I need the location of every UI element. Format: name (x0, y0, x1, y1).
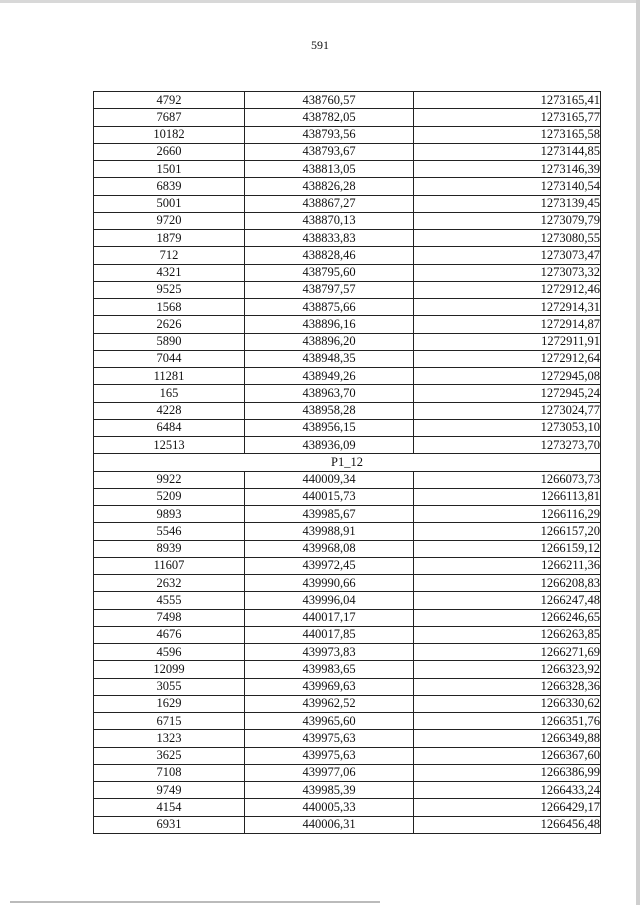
point-number-cell: 4228 (94, 402, 245, 419)
point-number-cell: 1501 (94, 161, 245, 178)
coordinates-table (93, 91, 601, 834)
y-coordinate-cell: 1266330,62 (414, 695, 601, 712)
point-number-cell: 7687 (94, 109, 245, 126)
x-coordinate-cell: 438782,05 (245, 109, 414, 126)
y-coordinate-cell: 1273139,45 (414, 195, 601, 212)
table-row (94, 730, 601, 747)
point-number-cell: 11607 (94, 557, 245, 574)
x-coordinate-cell: 440005,33 (245, 799, 414, 816)
point-number-cell: 7498 (94, 609, 245, 626)
table-row (94, 385, 601, 402)
table-row (94, 316, 601, 333)
point-number-cell: 6839 (94, 178, 245, 195)
y-coordinate-cell: 1273273,70 (414, 437, 601, 454)
y-coordinate-cell: 1266429,17 (414, 799, 601, 816)
x-coordinate-cell: 438936,09 (245, 437, 414, 454)
scan-edge-bottom (10, 901, 380, 903)
point-number-cell: 6484 (94, 419, 245, 436)
x-coordinate-cell: 439996,04 (245, 592, 414, 609)
point-number-cell: 2626 (94, 316, 245, 333)
y-coordinate-cell: 1273053,10 (414, 419, 601, 436)
table-row (94, 609, 601, 626)
table-row (94, 161, 601, 178)
point-number-cell: 1323 (94, 730, 245, 747)
x-coordinate-cell: 440006,31 (245, 816, 414, 833)
point-number-cell: 10182 (94, 126, 245, 143)
point-number-cell: 165 (94, 385, 245, 402)
y-coordinate-cell: 1266247,48 (414, 592, 601, 609)
table-row (94, 471, 601, 488)
x-coordinate-cell: 439983,65 (245, 661, 414, 678)
x-coordinate-cell: 438948,35 (245, 350, 414, 367)
point-number-cell: 12513 (94, 437, 245, 454)
x-coordinate-cell: 438833,83 (245, 230, 414, 247)
table-row (94, 126, 601, 143)
table-row (94, 506, 601, 523)
point-number-cell: 4792 (94, 92, 245, 109)
y-coordinate-cell: 1266208,83 (414, 575, 601, 592)
x-coordinate-cell: 439985,39 (245, 782, 414, 799)
point-number-cell: 7108 (94, 764, 245, 781)
table-row (94, 816, 601, 833)
table-row (94, 247, 601, 264)
point-number-cell: 11281 (94, 368, 245, 385)
x-coordinate-cell: 439985,67 (245, 506, 414, 523)
table-row (94, 799, 601, 816)
table-row (94, 333, 601, 350)
y-coordinate-cell: 1266367,60 (414, 747, 601, 764)
y-coordinate-cell: 1272914,87 (414, 316, 601, 333)
x-coordinate-cell: 438795,60 (245, 264, 414, 281)
y-coordinate-cell: 1266323,92 (414, 661, 601, 678)
y-coordinate-cell: 1273146,39 (414, 161, 601, 178)
table-row (94, 626, 601, 643)
point-number-cell: 712 (94, 247, 245, 264)
y-coordinate-cell: 1266271,69 (414, 644, 601, 661)
point-number-cell: 6715 (94, 713, 245, 730)
y-coordinate-cell: 1272945,24 (414, 385, 601, 402)
table-row (94, 661, 601, 678)
x-coordinate-cell: 439990,66 (245, 575, 414, 592)
x-coordinate-cell: 439969,63 (245, 678, 414, 695)
point-number-cell: 3055 (94, 678, 245, 695)
page-number: 591 (311, 38, 329, 52)
coordinates-table-body (94, 92, 601, 834)
point-number-cell: 5890 (94, 333, 245, 350)
y-coordinate-cell: 1266386,99 (414, 764, 601, 781)
x-coordinate-cell: 440017,17 (245, 609, 414, 626)
x-coordinate-cell: 438826,28 (245, 178, 414, 195)
table-row (94, 437, 601, 454)
y-coordinate-cell: 1273140,54 (414, 178, 601, 195)
table-row (94, 488, 601, 505)
x-coordinate-cell: 438793,67 (245, 143, 414, 160)
point-number-cell: 5001 (94, 195, 245, 212)
x-coordinate-cell: 439975,63 (245, 730, 414, 747)
x-coordinate-cell: 438949,26 (245, 368, 414, 385)
x-coordinate-cell: 438896,20 (245, 333, 414, 350)
table-row (94, 764, 601, 781)
y-coordinate-cell: 1273165,77 (414, 109, 601, 126)
point-number-cell: 8939 (94, 540, 245, 557)
x-coordinate-cell: 439973,83 (245, 644, 414, 661)
point-number-cell: 5209 (94, 488, 245, 505)
point-number-cell: 4154 (94, 799, 245, 816)
x-coordinate-cell: 438828,46 (245, 247, 414, 264)
y-coordinate-cell: 1272945,08 (414, 368, 601, 385)
point-number-cell: 4321 (94, 264, 245, 281)
point-number-cell: 9720 (94, 212, 245, 229)
table-row (94, 299, 601, 316)
y-coordinate-cell: 1273024,77 (414, 402, 601, 419)
table-row (94, 695, 601, 712)
point-number-cell: 1629 (94, 695, 245, 712)
y-coordinate-cell: 1266328,36 (414, 678, 601, 695)
point-number-cell: 3625 (94, 747, 245, 764)
table-row (94, 178, 601, 195)
x-coordinate-cell: 438870,13 (245, 212, 414, 229)
x-coordinate-cell: 438896,16 (245, 316, 414, 333)
x-coordinate-cell: 440015,73 (245, 488, 414, 505)
y-coordinate-cell: 1273165,41 (414, 92, 601, 109)
point-number-cell: 9525 (94, 281, 245, 298)
table-row (94, 264, 601, 281)
table-row (94, 402, 601, 419)
x-coordinate-cell: 439968,08 (245, 540, 414, 557)
y-coordinate-cell: 1273073,47 (414, 247, 601, 264)
point-number-cell: 9749 (94, 782, 245, 799)
y-coordinate-cell: 1273079,79 (414, 212, 601, 229)
x-coordinate-cell: 438875,66 (245, 299, 414, 316)
y-coordinate-cell: 1273073,32 (414, 264, 601, 281)
table-row (94, 540, 601, 557)
table-row (94, 782, 601, 799)
x-coordinate-cell: 439962,52 (245, 695, 414, 712)
y-coordinate-cell: 1272912,64 (414, 350, 601, 367)
x-coordinate-cell: 439977,06 (245, 764, 414, 781)
section-row (94, 454, 601, 471)
x-coordinate-cell: 439965,60 (245, 713, 414, 730)
table-row (94, 557, 601, 574)
table-row (94, 230, 601, 247)
point-number-cell: 1568 (94, 299, 245, 316)
table-row (94, 747, 601, 764)
x-coordinate-cell: 439972,45 (245, 557, 414, 574)
y-coordinate-cell: 1266116,29 (414, 506, 601, 523)
point-number-cell: 4555 (94, 592, 245, 609)
table-row (94, 143, 601, 160)
table-row (94, 281, 601, 298)
y-coordinate-cell: 1266159,12 (414, 540, 601, 557)
table-row (94, 419, 601, 436)
table-row (94, 212, 601, 229)
y-coordinate-cell: 1273144,85 (414, 143, 601, 160)
x-coordinate-cell: 438963,70 (245, 385, 414, 402)
y-coordinate-cell: 1266263,85 (414, 626, 601, 643)
x-coordinate-cell: 438793,56 (245, 126, 414, 143)
table-row (94, 678, 601, 695)
y-coordinate-cell: 1272911,91 (414, 333, 601, 350)
table-row (94, 109, 601, 126)
table-row (94, 713, 601, 730)
point-number-cell: 9893 (94, 506, 245, 523)
point-number-cell: 2660 (94, 143, 245, 160)
section-label: P1_12 (94, 454, 601, 471)
y-coordinate-cell: 1272914,31 (414, 299, 601, 316)
y-coordinate-cell: 1266246,65 (414, 609, 601, 626)
y-coordinate-cell: 1266433,24 (414, 782, 601, 799)
x-coordinate-cell: 438813,05 (245, 161, 414, 178)
point-number-cell: 1879 (94, 230, 245, 247)
point-number-cell: 5546 (94, 523, 245, 540)
y-coordinate-cell: 1266073,73 (414, 471, 601, 488)
y-coordinate-cell: 1266456,48 (414, 816, 601, 833)
y-coordinate-cell: 1266349,88 (414, 730, 601, 747)
table-row (94, 368, 601, 385)
table-row (94, 575, 601, 592)
table-row (94, 523, 601, 540)
point-number-cell: 7044 (94, 350, 245, 367)
x-coordinate-cell: 438760,57 (245, 92, 414, 109)
y-coordinate-cell: 1266211,36 (414, 557, 601, 574)
y-coordinate-cell: 1266157,20 (414, 523, 601, 540)
x-coordinate-cell: 439988,91 (245, 523, 414, 540)
scan-edge-right (636, 0, 640, 905)
point-number-cell: 6931 (94, 816, 245, 833)
y-coordinate-cell: 1266113,81 (414, 488, 601, 505)
x-coordinate-cell: 438958,28 (245, 402, 414, 419)
table-row (94, 92, 601, 109)
point-number-cell: 9922 (94, 471, 245, 488)
table-row (94, 350, 601, 367)
x-coordinate-cell: 438956,15 (245, 419, 414, 436)
point-number-cell: 4596 (94, 644, 245, 661)
x-coordinate-cell: 438797,57 (245, 281, 414, 298)
x-coordinate-cell: 440017,85 (245, 626, 414, 643)
point-number-cell: 4676 (94, 626, 245, 643)
point-number-cell: 2632 (94, 575, 245, 592)
y-coordinate-cell: 1273080,55 (414, 230, 601, 247)
x-coordinate-cell: 439975,63 (245, 747, 414, 764)
y-coordinate-cell: 1272912,46 (414, 281, 601, 298)
table-row (94, 592, 601, 609)
x-coordinate-cell: 438867,27 (245, 195, 414, 212)
y-coordinate-cell: 1266351,76 (414, 713, 601, 730)
x-coordinate-cell: 440009,34 (245, 471, 414, 488)
table-row (94, 644, 601, 661)
point-number-cell: 12099 (94, 661, 245, 678)
table-row (94, 195, 601, 212)
scan-edge-top (0, 0, 640, 3)
y-coordinate-cell: 1273165,58 (414, 126, 601, 143)
